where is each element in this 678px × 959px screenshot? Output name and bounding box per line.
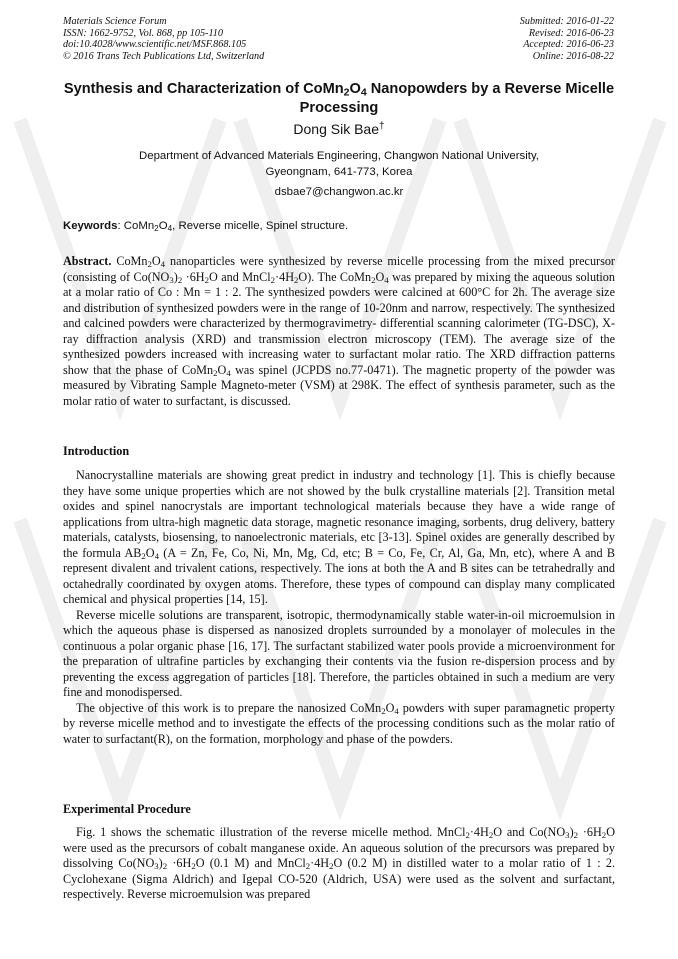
author-email: dsbae7@changwon.ac.kr bbox=[274, 186, 404, 198]
author-name: Dong Sik Bae† bbox=[293, 120, 385, 137]
experimental-paragraph-1: Fig. 1 shows the schematic illustration of the reverse micelle method. $MnCl_2\cdot 4H_2O$ and $Co(NO_3)_2 \cdot 6H_2O$ were used as the precursors of cobalt manganese oxide. An aqueous solution of the precursors was prepared by dissolving $Co(NO_3)_2 \cdot 6H_2O$ (0.1 M) and $MnCl_2\cdot 4H_2O$ (0.2 M) in distilled water to a molar ratio of 1 : 2. Cyclohexane (Sigma Aldrich) and Igepal CO-520 (Aldrich, USA) were used as the solvent and surfactant, respectively. Reverse microemulsion was prepared bbox=[63, 825, 615, 901]
intro-paragraph-2: Reverse micelle solutions are transparent, isotropic, thermodynamically stable water-in-oil microemulsion in which the aqueous phase is dispersed as nanosized droplets surrounded by a monolayer of molecules in the continuous a polar organic phase [16, 17]. The surfactant stabilized water pools provide a microenvironment for the preparation of ultrafine particles by exchanging their contents via the fusion re-dispersion process and by preventing the excess aggregation of particles [18]. Therefore, the particles obtained in such a medium are very fine and monodispersed. bbox=[63, 607, 615, 699]
section-heading-introduction: Introduction bbox=[63, 444, 130, 458]
experimental-body bbox=[63, 825, 615, 903]
revised-date: Revised: 2016-06-23 bbox=[528, 27, 614, 39]
keywords: Keywords: $CoMn_2O_4$, Reverse micelle, Spinel structure. bbox=[63, 220, 349, 234]
publication-info bbox=[63, 16, 264, 62]
journal-name: Materials Science Forum bbox=[63, 16, 167, 27]
accepted-date: Accepted: 2016-06-23 bbox=[523, 39, 614, 51]
paper-title: Synthesis and Characterization of $CoMn_2O_4$ Nanopowders by a Reverse Micelle Processing bbox=[63, 81, 615, 116]
online-date: Online: 2016-08-22 bbox=[532, 50, 614, 62]
author-footnote-mark: † bbox=[379, 120, 385, 132]
copyright-line: © 2016 Trans Tech Publications Ltd, Switzerland bbox=[63, 50, 265, 62]
abstract-label: Abstract. bbox=[63, 254, 112, 268]
introduction-body bbox=[63, 468, 615, 747]
issn-line: ISSN: 1662-9752, Vol. 868, pp 105-110 bbox=[63, 27, 223, 39]
doi-line: doi:10.4028/www.scientific.net/MSF.868.105 bbox=[63, 39, 247, 51]
intro-paragraph-1: Nanocrystalline materials are showing great predict in industry and technology [1]. This is chiefly because they have some unique properties which are not showed by the bulk crystalline materials [2]. Transition metal oxides and spinel nanocrystals are important technological materials because they have a wide range of applications from ultra-high magnetic data storage, magnetic resonance imaging, sorbents, drug delivery, battery materials, catalysts, biosensing, to nanoelectronic materials, etc [3-13]. Spinel oxides are generally described by the formula $AB_2O_4$ (A = Zn, Fe, Co, Ni, Mn, Mg, Cd, etc; B = Co, Fe, Cr, Al, Ga, Mn, etc), where A and B represent divalent and trivalent cations, respectively. The ions at both the A and B sites can be tetrahedrally and octahedrally coordinated by oxygen atoms. Therefore, these types of compound can display many complicated chemical and physical properties [14, 15]. bbox=[63, 468, 615, 606]
affiliation: Department of Advanced Materials Engineering, Changwon National University, Gyeongnam, 641-773, Korea bbox=[139, 150, 539, 178]
publication-dates bbox=[520, 16, 614, 62]
submitted-date: Submitted: 2016-01-22 bbox=[519, 16, 614, 27]
intro-paragraph-3: The objective of this work is to prepare the nanosized $CoMn_2O_4$ powders with super paramagnetic property by reverse micelle method and to investigate the effects of the processing conditions such as the molar ratio of water to surfactant(R), on the formation, morphology and phase of the powders. bbox=[63, 700, 615, 746]
section-heading-experimental: Experimental Procedure bbox=[63, 802, 191, 816]
abstract: Abstract. $CoMn_2O_4$ nanoparticles were synthesized by reverse micelle processing from the mixed precursor (consisting of $Co(NO_3)_2 \cdot 6H_2O$ and $MnCl_2\cdot 4H_2O$). The $CoMn_2O_4$ was prepared by mixing the aqueous solution at a molar ratio of Co : Mn = 1 : 2. The synthesized powders were calcined at 600°C for 2h. The average size and distribution of synthesized powders were in the range of 10-20nm and narrow, respectively. The synthesized and calcined powders were characterized by thermogravimetry- differential scanning calorimeter (TG-DSC), X-ray diffraction analysis (XRD) and transmission electron microscopy (TEM). The average size of the synthesized powders increased with increasing water to surfactant molar ratio. The XRD diffraction patterns show that the phase of $CoMn_2O_4$ was spinel (JCPDS no.77-0471). The magnetic property of the powder was measured by Vibrating Sample Magneto-meter (VSM) at 298K. The effect of synthesis parameter, such as the molar ratio of water to surfactant, is discussed. bbox=[63, 254, 615, 408]
keywords-label: Keywords bbox=[63, 220, 118, 232]
